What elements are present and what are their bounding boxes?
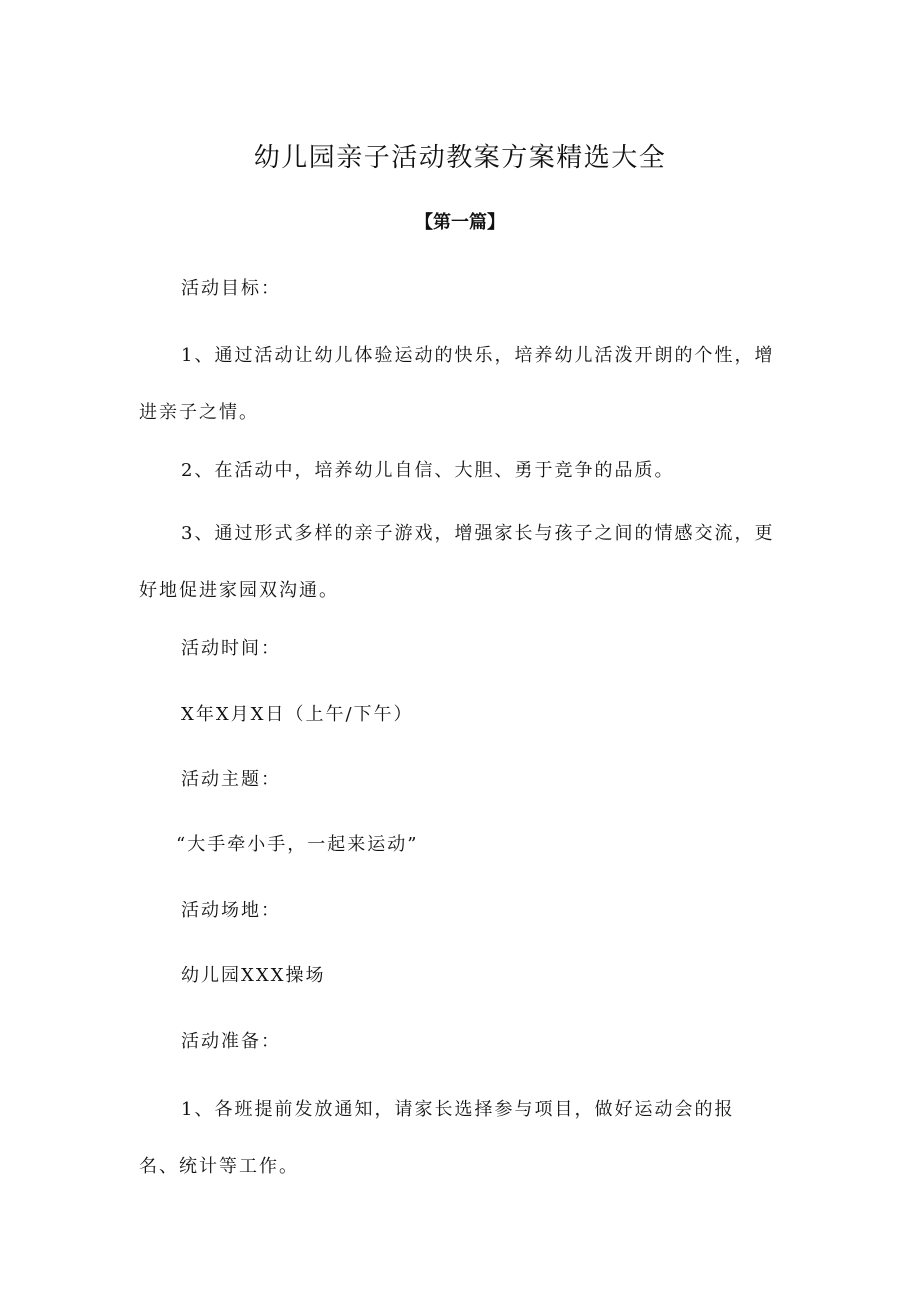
section-heading: 【第一篇】 bbox=[415, 212, 505, 233]
goals-label: 活动目标： bbox=[181, 278, 281, 299]
theme-label: 活动主题： bbox=[181, 769, 281, 790]
prep-1: 1、各班提前发放通知，请家长选择参与项目，做好运动会的报名、统计等工作。 bbox=[139, 1099, 735, 1177]
venue-value: 幼儿园XXX操场 bbox=[181, 965, 326, 986]
goal-3: 3、通过形式多样的亲子游戏，增强家长与孩子之间的情感交流，更好地促进家园双沟通。 bbox=[139, 523, 775, 601]
time-value: X年X月X日（上午/下午） bbox=[181, 704, 414, 725]
goal-1: 1、通过活动让幼儿体验运动的快乐，培养幼儿活泼开朗的个性，增进亲子之情。 bbox=[139, 345, 775, 423]
document-title: 幼儿园亲子活动教案方案精选大全 bbox=[253, 143, 667, 173]
theme-value: “大手牵小手，一起来运动” bbox=[176, 834, 419, 855]
prep-label: 活动准备： bbox=[181, 1031, 281, 1052]
goal-2: 2、在活动中，培养幼儿自信、大胆、勇于竞争的品质。 bbox=[181, 460, 675, 481]
venue-label: 活动场地： bbox=[181, 900, 281, 921]
time-label: 活动时间： bbox=[181, 638, 281, 659]
